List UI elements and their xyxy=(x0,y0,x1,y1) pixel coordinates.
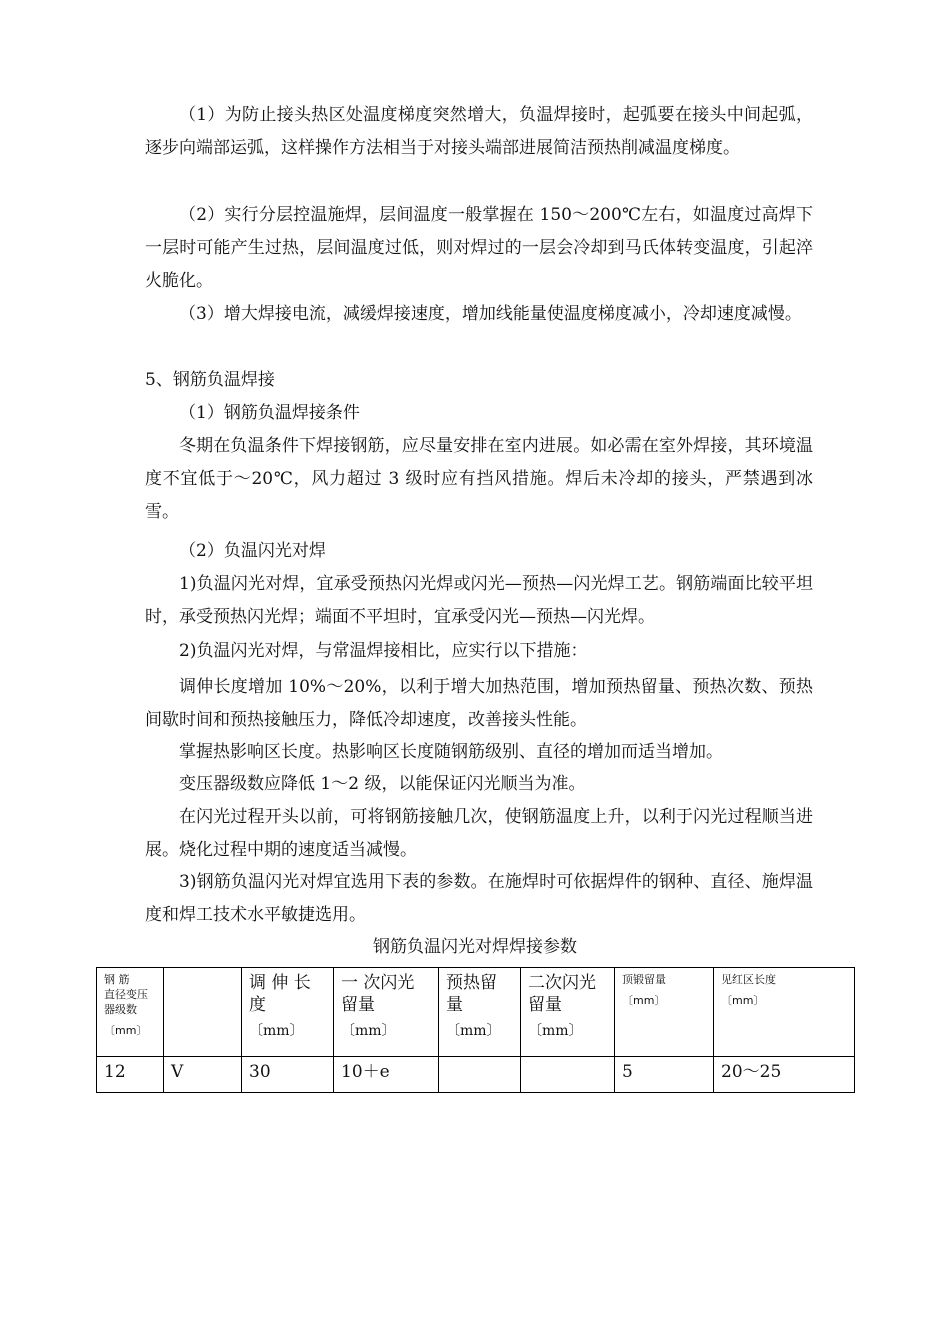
paragraph-transformer: 变压器级数应降低 1～2 级，以能保证闪光顺当为准。 xyxy=(179,774,586,794)
table-cell: 20～25 xyxy=(714,1057,855,1093)
table-caption: 钢筋负温闪光对焊焊接参数 xyxy=(373,937,577,957)
table-cell: 5 xyxy=(615,1057,714,1093)
paragraph-flash-process: 1)负温闪光对焊，宜承受预热闪光焊或闪光—预热—闪光焊工艺。钢筋端面比较平坦时，承受预热闪光焊；端面不平坦时，宜承受闪光—预热—闪光焊。 xyxy=(145,574,813,627)
table-cell xyxy=(521,1057,615,1093)
paragraph-heat-zone: 掌握热影响区长度。热影响区长度随钢筋级别、直径的增加而适当增加。 xyxy=(179,742,723,762)
header-cell-red-zone: 见红区长度 〔mm〕 xyxy=(714,968,855,1057)
table-row xyxy=(97,1057,855,1093)
paragraph-contact: 在闪光过程开头以前，可将钢筋接触几次，使钢筋温度上升，以利于闪光过程顺当进展。烧化过程中期的速度适当减慢。 xyxy=(145,807,813,860)
paragraph-arc-start: （1）为防止接头热区处温度梯度突然增大，负温焊接时，起弧要在接头中间起弧，逐步向端部运弧，这样操作方法相当于对接头端部进展简洁预热削减温度梯度。 xyxy=(145,105,813,158)
header-cell-diameter: 钢 筋 直径变压器级数 〔mm〕 xyxy=(97,968,164,1057)
header-cell-second-flash: 二次闪光留量 〔mm〕 xyxy=(521,968,615,1057)
table-cell: 12 xyxy=(97,1057,164,1093)
table-header-row xyxy=(97,968,855,1057)
subsection-heading-flash-butt: （2）负温闪光对焊 xyxy=(179,541,326,561)
header-cell-preheat: 预热留量 〔mm〕 xyxy=(439,968,521,1057)
paragraph-extension-length: 调伸长度增加 10%～20%，以利于增大加热范围，增加预热留量、预热次数、预热间歇时间和预热接触压力，降低冷却速度，改善接头性能。 xyxy=(145,677,813,730)
header-cell-extension: 调 伸 长度 〔mm〕 xyxy=(242,968,334,1057)
table-cell: V xyxy=(164,1057,242,1093)
paragraph-layer-temperature: （2）实行分层控温施焊，层间温度一般掌握在 150～200℃左右，如温度过高焊下一层时可能产生过热，层间温度过低，则对焊过的一层会冷却到马氏体转变温度，引起淬火脆化。 xyxy=(145,205,813,291)
subsection-heading-conditions: （1）钢筋负温焊接条件 xyxy=(179,403,360,423)
header-cell-upset: 顶锻留量 〔mm〕 xyxy=(615,968,714,1057)
paragraph-table-intro: 3)钢筋负温闪光对焊宜选用下表的参数。在施焊时可依据焊件的钢种、直径、施焊温度和焊工技术水平敏捷选用。 xyxy=(145,872,813,925)
section-heading: 5、钢筋负温焊接 xyxy=(145,370,275,390)
table-cell xyxy=(439,1057,521,1093)
welding-parameters-table xyxy=(96,967,855,1093)
paragraph-measures-intro: 2)负温闪光对焊，与常温焊接相比，应实行以下措施： xyxy=(179,641,588,661)
paragraph-current: （3）增大焊接电流，减缓焊接速度，增加线能量使温度梯度减小，冷却速度减慢。 xyxy=(179,304,802,324)
header-cell-first-flash: 一 次闪光留量 〔mm〕 xyxy=(334,968,439,1057)
paragraph-conditions: 冬期在负温条件下焊接钢筋，应尽量安排在室内进展。如必需在室外焊接，其环境温度不宜低于～20℃，风力超过 3 级时应有挡风措施。焊后未冷却的接头，严禁遇到冰雪。 xyxy=(145,436,813,522)
header-cell-empty xyxy=(164,968,242,1057)
table-cell: 10＋e xyxy=(334,1057,439,1093)
table-cell: 30 xyxy=(242,1057,334,1093)
